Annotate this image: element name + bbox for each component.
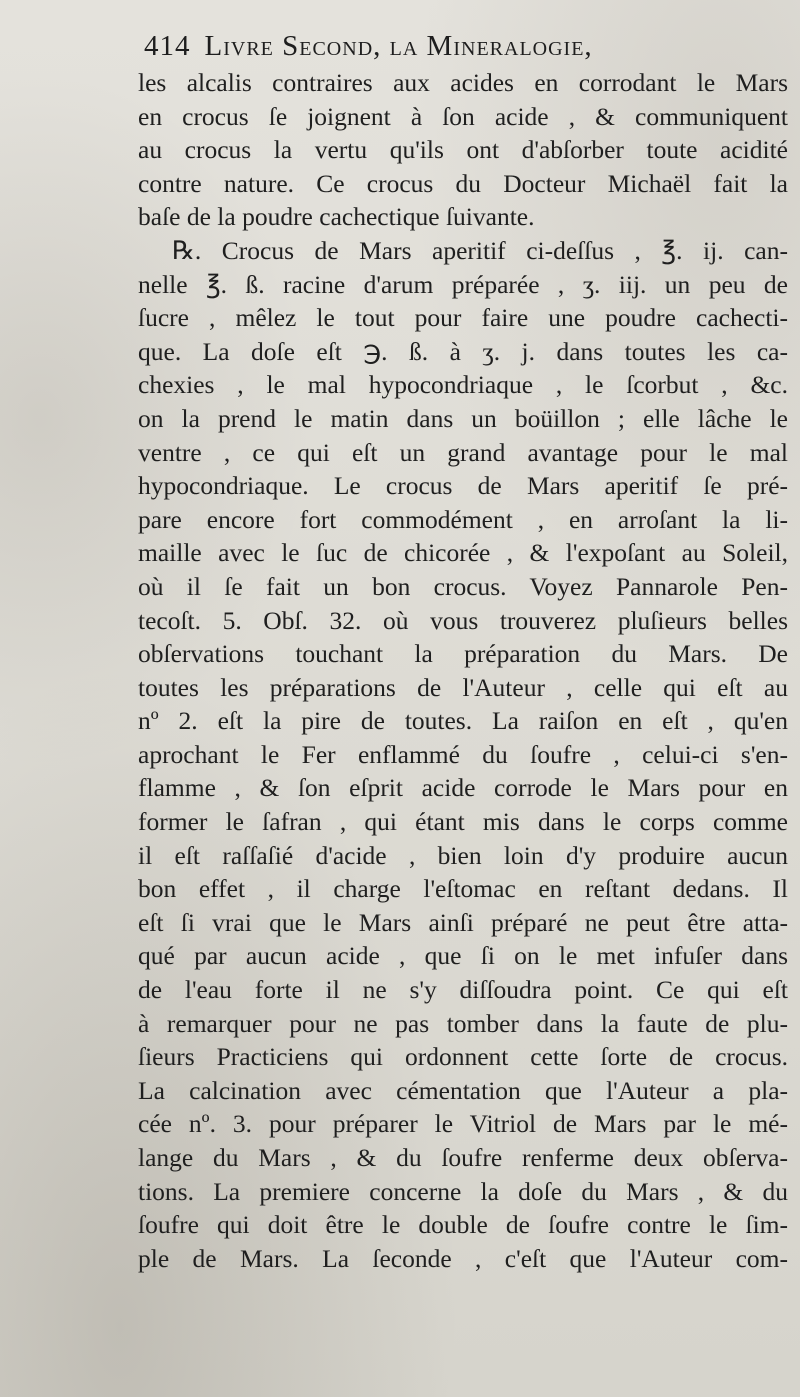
text-line: qué par aucun acide , que ſi on le met infuſer dans bbox=[138, 941, 788, 971]
text-line: baſe de la poudre cachectique ſuivante. bbox=[138, 202, 535, 232]
text-line: ℞. Crocus de Mars aperitif ci-deſſus , ℥. ij. can- bbox=[172, 235, 788, 265]
text-line: pare encore fort commodément , en arroſant la li- bbox=[138, 504, 788, 534]
text-line: obſervations touchant la préparation du Mars. De bbox=[138, 639, 788, 669]
text-line: ſoufre qui doit être le double de ſoufre contre le ſim- bbox=[138, 1210, 788, 1240]
running-title: Livre Second, la Mineralogie, bbox=[204, 30, 593, 62]
text-line: flamme , & ſon eſprit acide corrode le Mars pour en bbox=[138, 773, 788, 803]
text-line: il eſt raſſaſié d'acide , bien loin d'y produire aucun bbox=[138, 840, 788, 870]
text-line: ple de Mars. La ſeconde , c'eſt que l'Auteur com- bbox=[138, 1243, 788, 1273]
text-line: bon effet , il charge l'eſtomac en reſtant dedans. Il bbox=[138, 874, 788, 904]
text-line: aprochant le Fer enflammé du ſoufre , celui-ci s'en- bbox=[138, 739, 788, 769]
text-line: hypocondriaque. Le crocus de Mars aperitif ſe pré- bbox=[138, 471, 788, 501]
text-line: en crocus ſe joignent à ſon acide , & communiquent bbox=[138, 101, 788, 131]
text-line: où il ſe fait un bon crocus. Voyez Pannarole Pen- bbox=[138, 571, 788, 601]
text-line: les alcalis contraires aux acides en corrodant le Mars bbox=[138, 68, 788, 97]
body-text bbox=[138, 66, 788, 1275]
text-line: ſucre , mêlez le tout pour faire une poudre cachecti- bbox=[138, 303, 788, 333]
text-line: toutes les préparations de l'Auteur , celle qui eſt au bbox=[138, 672, 788, 702]
text-line: cée nº. 3. pour préparer le Vitriol de Mars par le mé- bbox=[138, 1109, 788, 1139]
page-header bbox=[144, 30, 784, 63]
text-line: tecoſt. 5. Obſ. 32. où vous trouverez pluſieurs belles bbox=[138, 605, 788, 635]
text-line: de l'eau forte il ne s'y diſſoudra point. Ce qui eſt bbox=[138, 975, 788, 1005]
page-number: 414 bbox=[144, 30, 191, 62]
text-line: maille avec le ſuc de chicorée , & l'expoſant au Soleil, bbox=[138, 538, 788, 568]
text-line: chexies , le mal hypocondriaque , le ſcorbut , &c. bbox=[138, 370, 788, 400]
text-line: que. La doſe eſt ℈. ß. à ʒ. j. dans toutes les ca- bbox=[138, 336, 788, 366]
text-line: au crocus la vertu qu'ils ont d'abſorber toute acidité bbox=[138, 135, 788, 165]
text-line: nº 2. eſt la pire de toutes. La raiſon en eſt , qu'en bbox=[138, 706, 788, 736]
text-line: on la prend le matin dans un boüillon ; elle lâche le bbox=[138, 403, 788, 433]
text-line: eſt ſi vrai que le Mars ainſi préparé ne peut être atta- bbox=[138, 907, 788, 937]
text-line: lange du Mars , & du ſoufre renferme deux obſerva- bbox=[138, 1143, 788, 1172]
text-line: La calcination avec cémentation que l'Auteur a pla- bbox=[138, 1075, 788, 1105]
text-line: nelle ℥. ß. racine d'arum préparée , ʒ. iij. un peu de bbox=[138, 269, 788, 299]
text-line: ſieurs Practiciens qui ordonnent cette ſorte de crocus. bbox=[138, 1042, 788, 1072]
text-line: tions. La premiere concerne la doſe du Mars , & du bbox=[138, 1176, 788, 1206]
text-line: ventre , ce qui eſt un grand avantage pour le mal bbox=[138, 437, 788, 467]
text-line: à remarquer pour ne pas tomber dans la faute de plu- bbox=[138, 1008, 788, 1038]
text-line: contre nature. Ce crocus du Docteur Michaël fait la bbox=[138, 168, 788, 198]
text-line: former le ſafran , qui étant mis dans le corps comme bbox=[138, 807, 788, 837]
